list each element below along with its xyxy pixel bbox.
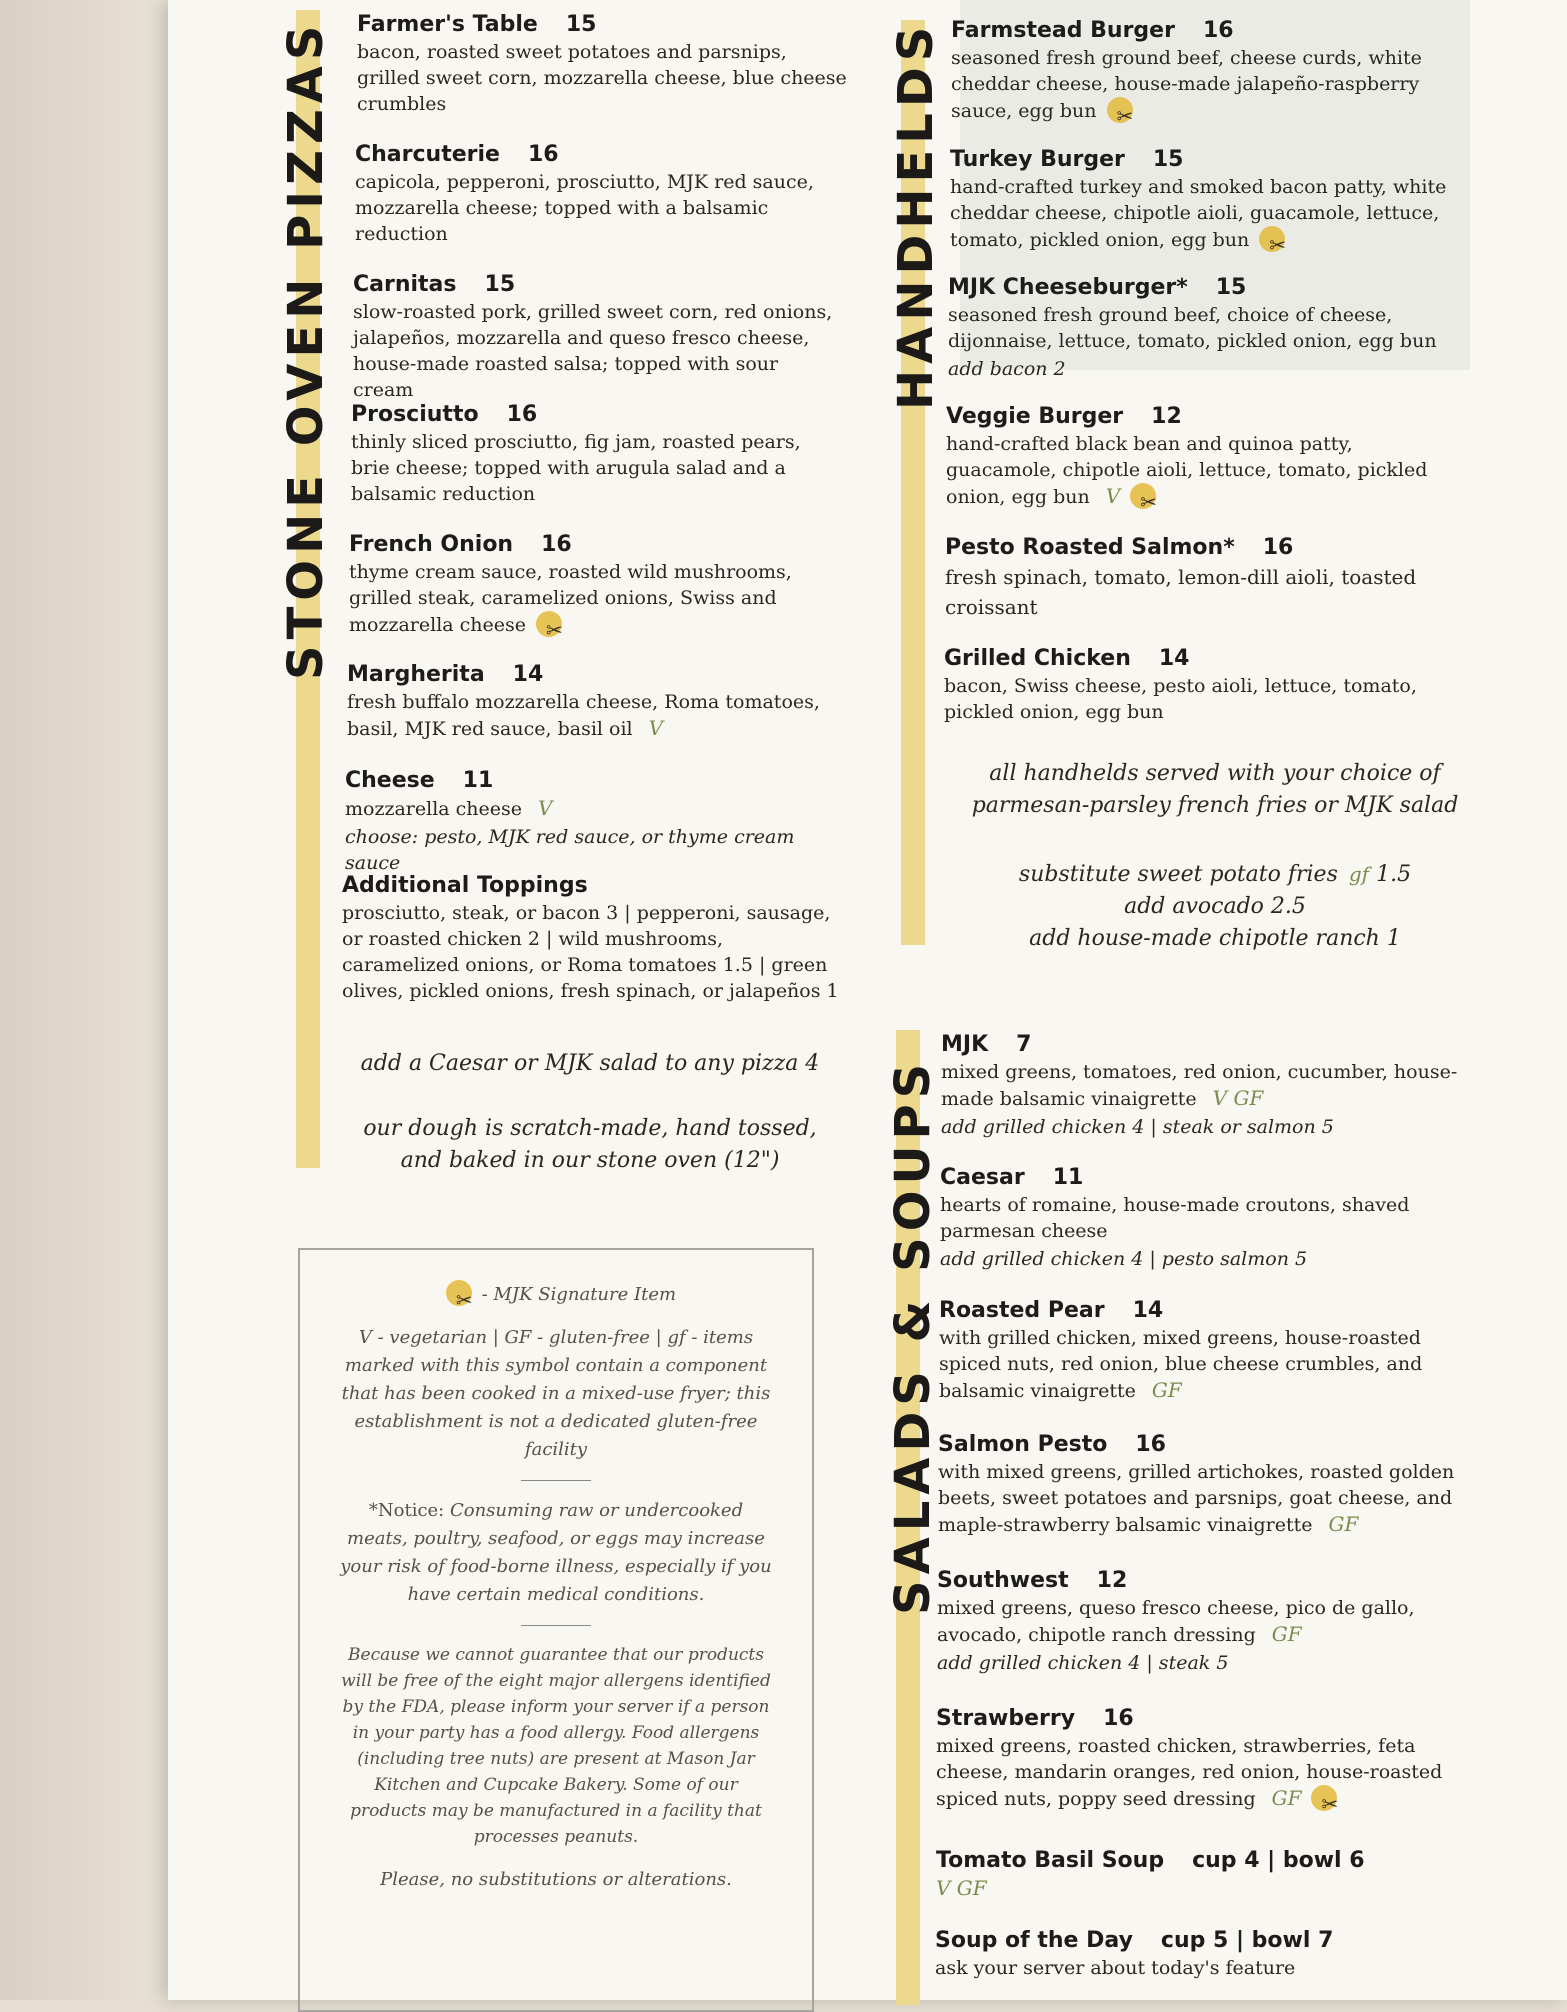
menu-item (937, 1568, 1437, 1676)
menu-item (948, 275, 1438, 382)
pizza-salad-note: add a Caesar or MJK salad to any pizza 4 (360, 1051, 820, 1076)
item-description: thinly sliced prosciutto, fig jam, roasted pears, brie cheese; topped with arugula salad and a balsamic reduction (351, 431, 801, 505)
item-extra: add grilled chicken 4 | pesto salmon 5 (940, 1248, 1308, 1270)
item-description-text: seasoned fresh ground beef, cheese curds, white cheddar cheese, house-made jalapeño-raspberry sauce, egg bun (951, 47, 1422, 122)
item-name: French Onion (349, 532, 514, 557)
menu-item (941, 1032, 1461, 1140)
legend-notice-label: *Notice: (368, 1500, 445, 1521)
item-description (347, 689, 827, 742)
sweet-potato-note (960, 858, 1470, 891)
sweet-potato-price: 1.5 (1376, 862, 1412, 887)
handhelds-addons (960, 858, 1470, 955)
item-description: bacon, Swiss cheese, pesto aioli, lettuce, tomato, pickled onion, egg bun (944, 675, 1417, 723)
gluten-free-icon: GF (1271, 1622, 1302, 1646)
item-description-text: mixed greens, queso fresco cheese, pico de gallo, avocado, chipotle ranch dressing (937, 1597, 1415, 1646)
item-name: Farmstead Burger (951, 18, 1175, 43)
item-name: MJK Cheeseburger* (948, 275, 1188, 300)
diet-tags: V GF (936, 1876, 987, 1900)
menu-item (351, 402, 841, 507)
item-extra: choose: pesto, MJK red sauce, or thyme cream sauce (345, 826, 795, 874)
signature-icon: ✂ (1311, 1785, 1341, 1815)
menu-item (940, 1165, 1460, 1272)
avocado-note: add avocado 2.5 (1124, 894, 1306, 919)
item-description-text: hand-crafted black bean and quinoa patty, guacamole, chipotle aioli, lettuce, tomato, pickled onion, egg bun (946, 433, 1428, 508)
item-price: 16 (527, 142, 559, 167)
signature-icon: ✂ (446, 1280, 476, 1310)
item-price: 15 (565, 12, 597, 37)
item-extra: add grilled chicken 4 | steak 5 (937, 1652, 1229, 1674)
menu-item (938, 1432, 1458, 1538)
item-price: 14 (1158, 646, 1190, 671)
legend-box (298, 1248, 814, 2012)
item-price: 12 (1151, 404, 1182, 429)
item-description-text: mixed greens, tomatoes, red onion, cucumber, house-made balsamic vinaigrette (941, 1061, 1458, 1110)
item-price: 14 (512, 662, 544, 687)
section-title-handhelds: HANDHELDS (888, 20, 944, 410)
legend-notice (338, 1497, 774, 1609)
menu-item (345, 768, 845, 876)
toppings-block (342, 873, 842, 1004)
item-price: 15 (1152, 147, 1184, 172)
item-description (349, 559, 799, 641)
vegetarian-icon: V (648, 716, 664, 740)
menu-item (353, 272, 843, 403)
item-name: Pesto Roasted Salmon* (945, 535, 1235, 560)
item-description: hearts of romaine, house-made croutons, shaved parmesan cheese (940, 1194, 1410, 1242)
item-description (936, 1733, 1456, 1815)
item-name: Prosciutto (351, 402, 479, 427)
menu-item (935, 1928, 1455, 1981)
item-price: cup 5 | bowl 7 (1160, 1928, 1334, 1953)
item-name: Southwest (937, 1568, 1069, 1593)
menu-item (945, 535, 1465, 622)
table-surface (0, 0, 190, 2000)
item-price: 12 (1096, 1568, 1128, 1593)
item-name: Roasted Pear (939, 1298, 1105, 1323)
item-price: 16 (541, 532, 572, 557)
menu-item (946, 404, 1466, 513)
signature-icon: ✂ (1259, 226, 1289, 256)
legend-signature-text: - MJK Signature Item (481, 1284, 677, 1305)
legend-content (300, 1250, 812, 1894)
signature-icon: ✂ (1130, 483, 1160, 513)
item-description: capicola, pepperoni, prosciutto, MJK red sauce, mozzarella cheese; topped with a balsamic reduction (355, 171, 814, 245)
gluten-free-icon: GF (1151, 1378, 1182, 1402)
legend-signature (338, 1280, 774, 1310)
legend-allergen: Because we cannot guarantee that our products will be free of the eight major allergens identified by the FDA, please inform your server if a person in your party has a food allergy. Food allergens (including tree nuts) are present at Mason Jar Kitchen and Cupcake Bakery. Some of our products may be manufactured in a facility that processes peanuts. (341, 1645, 771, 1847)
item-description (939, 1325, 1439, 1404)
item-name: Tomato Basil Soup (936, 1848, 1165, 1873)
item-name: Grilled Chicken (944, 646, 1131, 671)
ranch-note: add house-made chipotle ranch 1 (1029, 926, 1401, 951)
item-description: slow-roasted pork, grilled sweet corn, red onions, jalapeños, mozzarella and queso fresco cheese, house-made roasted salsa; topped with sour cream (353, 301, 833, 401)
item-description-text: hand-crafted turkey and smoked bacon patty, white cheddar cheese, chipotle aioli, guacamole, lettuce, tomato, pickled onion, egg bun (950, 176, 1447, 251)
item-name: Salmon Pesto (938, 1432, 1108, 1457)
item-description (937, 1595, 1437, 1648)
item-name: Margherita (347, 662, 485, 687)
item-description (951, 45, 1471, 127)
item-description-text: with grilled chicken, mixed greens, house-roasted spiced nuts, red onion, blue cheese crumbles, and balsamic vinaigrette (939, 1327, 1423, 1402)
menu-item (349, 532, 799, 641)
item-description: fresh spinach, tomato, lemon-dill aioli, toasted croissant (945, 565, 1417, 619)
item-price: 14 (1132, 1298, 1164, 1323)
menu-item (357, 12, 847, 117)
toppings-description: prosciutto, steak, or bacon 3 | pepperoni, sausage, or roasted chicken 2 | wild mushrooms, caramelized onions, or Roma tomatoes 1.5 | green olives, pickled onions, fresh spinach, or jalapeños 1 (342, 902, 839, 1002)
legend-notice-text: Consuming raw or undercooked meats, poultry, seafood, or eggs may increase your risk of food-borne illness, especially if you have certain medical conditions. (340, 1500, 772, 1605)
menu-item (347, 662, 827, 742)
menu-item (950, 147, 1450, 256)
legend-tags: V - vegetarian | GF - gluten-free | gf - items marked with this symbol contain a component that has been cooked in a mixed-use fryer; this establishment is not a dedicated gluten-free facility (341, 1327, 771, 1460)
menu-item (355, 142, 845, 247)
diet-tags: V GF (1212, 1086, 1264, 1110)
item-description: ask your server about today's feature (935, 1957, 1296, 1979)
item-name: Soup of the Day (935, 1928, 1133, 1953)
signature-icon: ✂ (1107, 97, 1137, 127)
item-name: Caesar (940, 1165, 1025, 1190)
item-name: Farmer's Table (357, 12, 538, 37)
item-description (938, 1459, 1458, 1538)
item-price: 16 (1202, 18, 1234, 43)
item-price: 16 (1103, 1706, 1134, 1731)
item-price: 16 (506, 402, 538, 427)
item-description (950, 174, 1450, 256)
item-price: 16 (1262, 535, 1294, 560)
item-price: 15 (1215, 275, 1247, 300)
item-description-text: with mixed greens, grilled artichokes, roasted golden beets, sweet potatoes and parsnips, goat cheese, and maple-strawberry balsamic vinaigrette (938, 1461, 1455, 1536)
menu-item (939, 1298, 1439, 1404)
item-price: 16 (1135, 1432, 1166, 1457)
item-extra: add grilled chicken 4 | steak or salmon 5 (941, 1116, 1334, 1138)
item-name: Turkey Burger (950, 147, 1125, 172)
item-description-text: fresh buffalo mozzarella cheese, Roma tomatoes, basil, MJK red sauce, basil oil (347, 691, 820, 740)
dough-note: our dough is scratch-made, hand tossed, and baked in our stone oven (12") (363, 1116, 817, 1173)
sweet-potato-text: substitute sweet potato fries (1018, 862, 1338, 887)
section-title-pizzas: STONE OVEN PIZZAS (278, 19, 334, 680)
item-description (946, 431, 1466, 513)
item-name: MJK (941, 1032, 989, 1057)
menu-item (944, 646, 1484, 725)
vegetarian-icon: V (538, 796, 553, 820)
handhelds-sides-note: all handhelds served with your choice of parmesan-parsley french fries or MJK salad (971, 761, 1459, 818)
item-name: Strawberry (936, 1706, 1076, 1731)
item-description: bacon, roasted sweet potatoes and parsnips, grilled sweet corn, mozzarella cheese, blue cheese crumbles (357, 41, 847, 115)
item-name: Cheese (345, 768, 435, 793)
item-name: Charcuterie (355, 142, 500, 167)
item-price: cup 4 | bowl 6 (1192, 1848, 1365, 1873)
item-price: 7 (1016, 1032, 1032, 1057)
item-description-text: mixed greens, roasted chicken, strawberries, feta cheese, mandarin oranges, red onion, house-roasted spiced nuts, poppy seed dressing (936, 1735, 1443, 1810)
section-title-salads: SALADS & SOUPS (885, 1057, 941, 1615)
vegetarian-icon: V (1105, 484, 1121, 508)
menu-item (936, 1706, 1456, 1815)
mixed-fryer-icon: gf (1348, 862, 1370, 886)
item-name: Carnitas (353, 272, 457, 297)
item-description: seasoned fresh ground beef, choice of cheese, dijonnaise, lettuce, tomato, pickled onion, egg bun (948, 304, 1437, 352)
gluten-free-icon: GF (1328, 1512, 1359, 1536)
item-description-text: thyme cream sauce, roasted wild mushrooms, grilled steak, caramelized onions, Swiss and mozzarella cheese (349, 561, 792, 636)
gluten-free-icon: GF (1271, 1786, 1302, 1810)
toppings-title: Additional Toppings (342, 873, 588, 898)
item-extra: add bacon 2 (948, 358, 1066, 380)
item-price: 15 (484, 272, 516, 297)
item-description (345, 795, 845, 822)
item-description (936, 1875, 1456, 1902)
item-name: Veggie Burger (946, 404, 1124, 429)
menu-item (951, 18, 1471, 127)
legend-divider (521, 1625, 591, 1626)
legend-divider (521, 1480, 591, 1481)
item-price: 11 (1052, 1165, 1084, 1190)
legend-no-substitutions: Please, no substitutions or alterations. (380, 1869, 732, 1890)
signature-icon: ✂ (536, 611, 566, 641)
menu-item (936, 1848, 1456, 1902)
item-price: 11 (462, 768, 494, 793)
item-description (941, 1059, 1461, 1112)
item-description-text: mozzarella cheese (345, 798, 523, 820)
